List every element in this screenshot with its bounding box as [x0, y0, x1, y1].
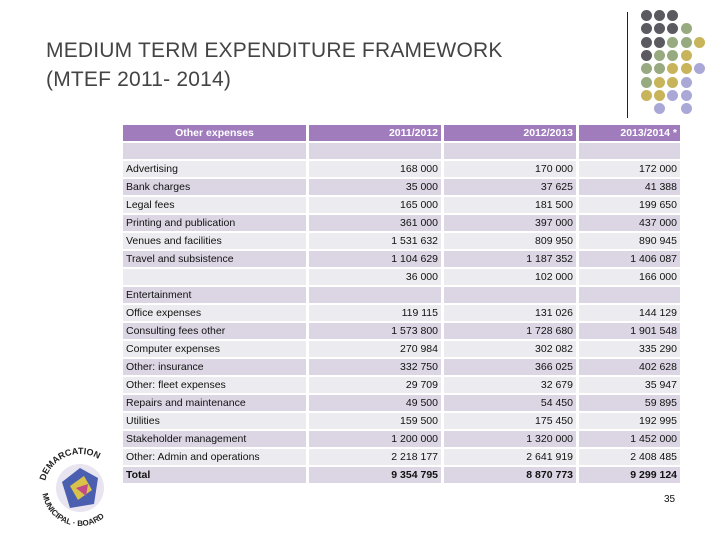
- row-value-2013: 35 947: [576, 377, 680, 393]
- row-label: Stakeholder management: [123, 431, 306, 447]
- row-value-2012: [441, 143, 576, 159]
- row-value-2012: 131 026: [441, 305, 576, 321]
- table-row: [123, 269, 680, 285]
- row-value-2012: 54 450: [441, 395, 576, 411]
- row-value-2012: 175 450: [441, 413, 576, 429]
- table-row: [123, 359, 680, 375]
- slide-title: [46, 36, 503, 94]
- decorative-dot: [681, 50, 692, 61]
- table-row: [123, 413, 680, 429]
- row-value-2013: [576, 143, 680, 159]
- row-value-2013: 9 299 124: [576, 467, 680, 483]
- row-value-2012: 302 082: [441, 341, 576, 357]
- decorative-dot: [654, 63, 665, 74]
- table-row: [123, 305, 680, 321]
- table-row: [123, 323, 680, 339]
- table-row: [123, 395, 680, 411]
- row-value-2011: 270 984: [306, 341, 441, 357]
- row-label: Printing and publication: [123, 215, 306, 231]
- decorative-dot: [654, 23, 665, 34]
- row-value-2013: 41 388: [576, 179, 680, 195]
- row-value-2013: 1 406 087: [576, 251, 680, 267]
- decorative-dot: [681, 77, 692, 88]
- row-value-2013: 890 945: [576, 233, 680, 249]
- row-value-2013: 1 452 000: [576, 431, 680, 447]
- page-number: 35: [664, 494, 676, 505]
- decorative-dot: [694, 63, 705, 74]
- row-value-2011: 165 000: [306, 197, 441, 213]
- decorative-dot: [641, 63, 652, 74]
- header-2013-2014: 2013/2014 *: [576, 125, 680, 141]
- table-row: [123, 233, 680, 249]
- decorative-dot: [694, 37, 705, 48]
- svg-text:MUNICIPAL · BOARD: MUNICIPAL · BOARD: [40, 492, 106, 529]
- expenditure-table: [123, 123, 680, 485]
- row-label: Advertising: [123, 161, 306, 177]
- row-value-2012: 2 641 919: [441, 449, 576, 465]
- row-value-2013: 144 129: [576, 305, 680, 321]
- row-label: Entertainment: [123, 287, 306, 303]
- row-value-2012: 809 950: [441, 233, 576, 249]
- row-value-2013: 192 995: [576, 413, 680, 429]
- decorative-dot: [641, 37, 652, 48]
- row-value-2012: 8 870 773: [441, 467, 576, 483]
- row-value-2012: 1 728 680: [441, 323, 576, 339]
- row-value-2012: 1 320 000: [441, 431, 576, 447]
- row-label: Legal fees: [123, 197, 306, 213]
- row-value-2011: 159 500: [306, 413, 441, 429]
- row-value-2011: [306, 143, 441, 159]
- decorative-dot: [667, 10, 678, 21]
- row-value-2012: 1 187 352: [441, 251, 576, 267]
- row-label: Consulting fees other: [123, 323, 306, 339]
- table-row: [123, 197, 680, 213]
- table-row: [123, 341, 680, 357]
- decorative-dot: [641, 10, 652, 21]
- decorative-dot: [681, 90, 692, 101]
- decorative-dot: [667, 63, 678, 74]
- title-line-2: (MTEF 2011- 2014): [46, 68, 232, 91]
- decorative-dot: [681, 63, 692, 74]
- row-value-2011: 35 000: [306, 179, 441, 195]
- decorative-dot: [667, 37, 678, 48]
- decorative-dot: [641, 23, 652, 34]
- table-row: [123, 215, 680, 231]
- table-row: [123, 377, 680, 393]
- row-value-2013: 335 290: [576, 341, 680, 357]
- row-label: Computer expenses: [123, 341, 306, 357]
- decorative-dot: [681, 23, 692, 34]
- row-value-2011: 36 000: [306, 269, 441, 285]
- decorative-dot: [641, 50, 652, 61]
- row-value-2012: [441, 287, 576, 303]
- row-value-2012: 366 025: [441, 359, 576, 375]
- table-row: [123, 251, 680, 267]
- decorative-dot: [641, 77, 652, 88]
- row-value-2011: 29 709: [306, 377, 441, 393]
- row-value-2013: 199 650: [576, 197, 680, 213]
- row-value-2013: 166 000: [576, 269, 680, 285]
- total-row: [123, 467, 680, 483]
- row-label: Bank charges: [123, 179, 306, 195]
- row-value-2011: 2 218 177: [306, 449, 441, 465]
- row-label: Other: Admin and operations: [123, 449, 306, 465]
- row-value-2011: 119 115: [306, 305, 441, 321]
- row-value-2012: 181 500: [441, 197, 576, 213]
- row-value-2011: 49 500: [306, 395, 441, 411]
- row-value-2011: 1 531 632: [306, 233, 441, 249]
- municipal-demarcation-board-logo: [32, 442, 127, 532]
- table-row: [123, 449, 680, 465]
- table-row: [123, 143, 680, 159]
- decorative-dot: [654, 103, 665, 114]
- decorative-dot: [667, 23, 678, 34]
- header-2012-2013: 2012/2013: [441, 125, 576, 141]
- row-value-2013: 402 628: [576, 359, 680, 375]
- table-row: [123, 431, 680, 447]
- row-value-2011: 168 000: [306, 161, 441, 177]
- title-line-1: MEDIUM TERM EXPENDITURE FRAMEWORK: [46, 39, 503, 62]
- row-label: Repairs and maintenance: [123, 395, 306, 411]
- decorative-dot: [681, 103, 692, 114]
- decorative-dot: [654, 90, 665, 101]
- decorative-dot: [654, 10, 665, 21]
- decorative-dot: [667, 77, 678, 88]
- row-label: Travel and subsistence: [123, 251, 306, 267]
- decorative-dot: [654, 77, 665, 88]
- row-label: Utilities: [123, 413, 306, 429]
- row-value-2011: 361 000: [306, 215, 441, 231]
- row-value-2012: 102 000: [441, 269, 576, 285]
- svg-text:DEMARCATION: DEMARCATION: [37, 445, 103, 482]
- row-value-2011: 332 750: [306, 359, 441, 375]
- decorative-dot: [667, 90, 678, 101]
- row-label: Total: [123, 467, 306, 483]
- row-value-2013: 1 901 548: [576, 323, 680, 339]
- row-value-2013: 172 000: [576, 161, 680, 177]
- row-value-2012: 32 679: [441, 377, 576, 393]
- table-row: [123, 287, 680, 303]
- table-header-row: [123, 125, 680, 141]
- row-value-2013: [576, 287, 680, 303]
- row-value-2012: 170 000: [441, 161, 576, 177]
- row-value-2013: 59 895: [576, 395, 680, 411]
- divider-line: [627, 12, 628, 118]
- row-value-2011: 1 573 800: [306, 323, 441, 339]
- row-label: Venues and facilities: [123, 233, 306, 249]
- header-other-expenses: Other expenses: [123, 125, 306, 141]
- row-label: [123, 269, 306, 285]
- row-label: Other: fleet expenses: [123, 377, 306, 393]
- row-value-2011: 9 354 795: [306, 467, 441, 483]
- row-label: Other: insurance: [123, 359, 306, 375]
- row-value-2011: [306, 287, 441, 303]
- decorative-dot: [654, 50, 665, 61]
- row-value-2013: 2 408 485: [576, 449, 680, 465]
- decorative-dot: [667, 50, 678, 61]
- row-value-2011: 1 104 629: [306, 251, 441, 267]
- row-value-2011: 1 200 000: [306, 431, 441, 447]
- decorative-dot: [641, 90, 652, 101]
- decorative-dot: [654, 37, 665, 48]
- row-value-2012: 37 625: [441, 179, 576, 195]
- row-value-2013: 437 000: [576, 215, 680, 231]
- decorative-dot: [681, 37, 692, 48]
- row-label: [123, 143, 306, 159]
- table-row: [123, 179, 680, 195]
- header-2011-2012: 2011/2012: [306, 125, 441, 141]
- table-row: [123, 161, 680, 177]
- row-value-2012: 397 000: [441, 215, 576, 231]
- row-label: Office expenses: [123, 305, 306, 321]
